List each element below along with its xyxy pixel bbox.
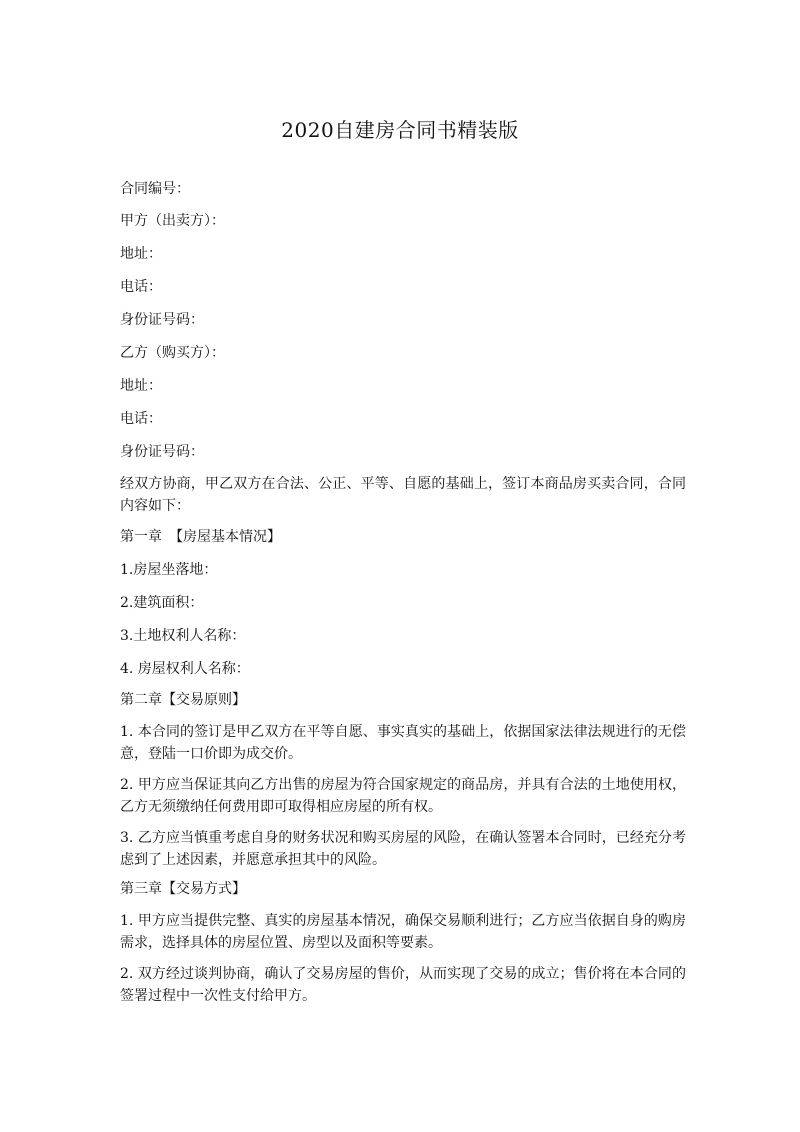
chapter-2-clause: 1. 本合同的签订是甲乙双方在平等自愿、事实真实的基础上，依据国家法律法规进行的无偿意，登陆一口价即为成交价。 [120,724,686,762]
chapter-3-clause: 1. 甲方应当提供完整、真实的房屋基本情况，确保交易顺利进行；乙方应当依据自身的购房需求，选择具体的房屋位置、房型以及面积等要素。 [120,913,686,951]
party-a-id-field: 身份证号码： [120,312,204,328]
intro-paragraph: 经双方协商，甲乙双方在合法、公正、平等、自愿的基础上，签订本商品房买卖合同，合同内容如下： [120,476,686,514]
party-b-address-field: 地址： [120,378,162,394]
contract-number-field: 合同编号： [120,181,190,197]
party-a-field: 甲方（出卖方）： [120,213,225,229]
document-title: 2020自建房合同书精装版 [281,118,519,142]
party-b-phone-field: 电话： [120,411,162,427]
chapter-1-heading: 第一章 【房屋基本情况】 [120,529,281,545]
party-b-field: 乙方（购买方）： [120,345,225,361]
party-a-phone-field: 电话： [120,279,162,295]
chapter-1-item: 3.土地权利人名称： [120,628,246,644]
chapter-3-clause: 2. 双方经过谈判协商，确认了交易房屋的售价，从而实现了交易的成立；售价将在本合同的签署过程中一次性支付给甲方。 [120,966,686,1004]
chapter-2-clause: 3. 乙方应当慎重考虑自身的财务状况和购买房屋的风险，在确认签署本合同时，已经充分考虑到了上述因素，并愿意承担其中的风险。 [120,830,686,868]
chapter-3-heading: 第三章【交易方式】 [120,881,246,897]
party-a-address-field: 地址： [120,246,162,262]
chapter-1-item: 2.建筑面积： [120,595,204,611]
chapter-2-clause: 2. 甲方应当保证其向乙方出售的房屋为符合国家规定的商品房，并具有合法的土地使用权，乙方无须缴纳任何费用即可取得相应房屋的所有权。 [120,777,686,815]
chapter-1-item: 1.房屋坐落地： [120,562,218,578]
party-b-id-field: 身份证号码： [120,444,204,460]
chapter-2-heading: 第二章【交易原则】 [120,692,246,708]
chapter-1-item: 4. 房屋权利人名称： [120,661,250,677]
